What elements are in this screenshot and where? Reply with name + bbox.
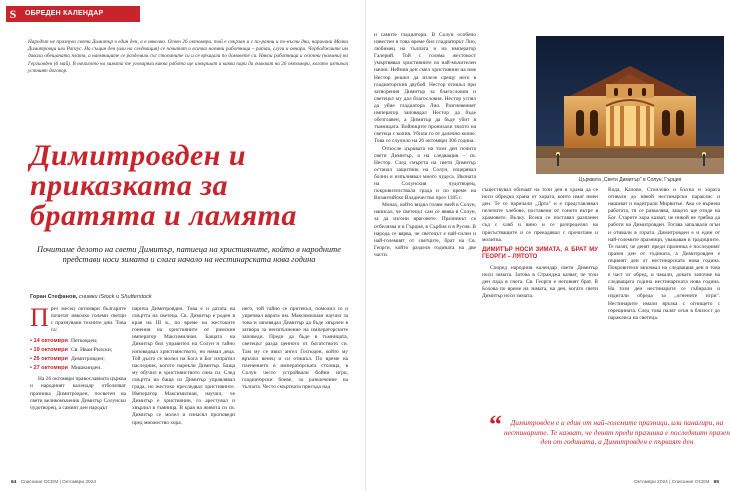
- article-column-1: [30, 303, 126, 412]
- footer-right: Октомври 2024 | Списание ОСЕМ 65: [633, 480, 719, 485]
- article-para-1: рез месец октомври българите почитат няколко големи светци с празнувани техните дни. Това са:: [50, 306, 126, 334]
- date-list-item: • 14 октомври Петковден;: [30, 337, 126, 346]
- section-tag: ОБРЕДЕН КАЛЕНДАР: [20, 6, 140, 22]
- church-photo: [536, 36, 724, 174]
- date-list-item: • 26 октомври Димитровден;: [30, 355, 126, 364]
- quote-mark-icon: “: [489, 410, 502, 439]
- date-list-item: • 19 октомври Св. Иван Рилски;: [30, 346, 126, 355]
- byline-author: Горан Стефанов,: [30, 294, 78, 300]
- right-column-2: съществувал обичаят на този ден в храма да се носи обредна храна от хората, които имат имен ден. Те се наричали „Дрта" и е представлявал пелепите хлебове, поставени от соното вътре в храмовете. Вълку. Всеки се поставял разпанен съд с хляб и вино и се разпределял на присъстващите и се прекадявал с прочитане и молитва. ДИМИТЪР НОСИ ЗИМАТА, А БРАТ МУ ГЕОРГИ – ЛЯТОТО Според народния календар свети Димитър носи зимата. Затова в Странджа казват, че този ден пада в снега. Св. Георги е неговият брат. В Бохова по време на зимата, на ден, когато свети Димитър носи зимата.: [482, 187, 598, 300]
- article-column-3: него, той тайно се притекъл, помолил се и укрепвал вярата им. Максимилиан научил за това и заповядал Димитър да бъде хвърлен в затвора за неизпълнение на императорските заповеди. Преди да бъде в тъмницата, светецът разда ценното от богатството си. Там му се явил ангел Господен, който му връчил венец и си отишъл. По време на пленението в императорската столица, в Солун често устройвали бойни игри, гладиаторски боеве, за развлечение на тълпата. Често смъртната присъда над: [242, 306, 348, 391]
- intro-paragraph: Народът не празнува свети Димитър в един ден, а в няколко. Освен 26 октомври, той е свързан и с по-ранни и по-късни дни, наричани Малки Димитровци или Рапгус. На същия ден (или на следващия) се почитат и всички наемни работници – ратаи, слуги и овчари. Чорбаджиите им давали обещаната плата, а наемниците се разделяли със стопаните си и се връщали по домовете си. Някои работници и сезонни (наемни) на Гергьовден (6 май). В началото на зимата те уговаряли каква работа ще извършат и каква пари да очакват на 26 октомври, когато изтичал устният договор.: [28, 39, 348, 74]
- byline-credit: снимки iStock и Shutterstock: [79, 294, 152, 300]
- right-column-1: и самите гладиатори. В Солун особено известен в това време бил гладиаторът Лио, любимец на тълпата и на император Галерий. Той с голяма жестокост умъртвявал християните по най-мъчителен начин. Нейния ден смел християнин на име Нестор решил да излезе срещу него в гладиаторския двубой. Нестор отишъл при затворения Димитър за благословия и светецът му дал благословия. Нестор успял да убие гладиатора Лио. Разгневеният император заповядал Нестор да бъде обезглавен, а Димитър да бъде убит в тъмницата. Войниците пронизали тялото на светеца с копия. Убили го от далечно копие. Това се случило на 26 октомври 306 година. Отпосле църквата на този ден почита свети Димитър, а на следващия – св. Нестор. След смъртта на свети Димитър останал защитник на Солун, изцерявал болни и изпълнявал много чудеса. Иконата на Солунския чудотворец, покровителствала града и по време на Византийско Владичество през 1185 г. Монах, който видял голям змей в Солун, написал, че светецът сам се явява в Солун, за да изгони враговете. Празникът се отбелязва и в Гърция, в Сърбия и в Русия. В народа се вярва, че светецът е най-силен и най-големият от светците, брат на Св. Георги, който разделя годината на две части.: [374, 32, 476, 258]
- pull-quote-text: Димитровден е и един от най-големите празници, или панагири, на нестинарите. Те казват, че денят преди празника е последният празен ден от годината, а Димитровден е първият ден: [503, 418, 730, 447]
- date-list: [30, 337, 126, 373]
- right-column-3: Вода, Калово, Стоилово и Бъхна и хората отивали до някой нестинарски параклис и нашиват и надиграли Мирвитье. Ако се върнеш работата, тя се развалява, защото ще отиде на Бог. Старите хора казват, че никой не трябва да работи на Димитровден. Тогава запалвали огън и отивали в гората. Димитровден е и един от най-големите празници, уважаван в традициите. Те пазят, че денят преди празника е последният празен ден от годината, а Димитровден е първият ден от нестинарската нова година. Покровителя започвал на следващия ден и това е част от обред, и чакали, докато започне на следващата година нестинарската нова година. На този ден нестинарите се събирали и издигали обреда за „огнените игри". Нестинарите имали връзка с огнището с горещината. След това палят огън в близост до параклиса на светеца.: [608, 187, 720, 321]
- article-title: Димитровден и приказката за братята и ламята: [30, 139, 297, 232]
- magazine-logo: S: [6, 6, 20, 22]
- photo-caption: Църквата „Свети Димитър" в Солун, Гърция: [578, 177, 682, 183]
- article-column-2: нарича Димитровден. Това е и датата на смъртта на светеца. Св. Димитър е роден в края на III в., по време на жестоките гонения на християните от римския император Максимилиан. Бащата на Димитър бил управител на Солун и тайно изповядвал християнството, но нямал деца. Той дълго се молил на Бога и Бог изпратил наследник, когото нарекли Димитър. Баща му обучил в християнството сина си. След смъртта на баща си Димитър управлявал града, но жестоко преследвал християните. Император Максимилиан, научил, че Димитър е християнин, го арестувал и хвърлил в тъмница. В края на живота си св. Димитър се молел и изнасял проповеди пред множество хора.: [132, 306, 235, 426]
- article-para-2: На 26 октомври православната църква и народният календар отбелязват празника Димитровден, посветен на свети великомъченик Димитър Солунски чудотворец, а самият ден народът: [30, 376, 126, 411]
- footer-left: 64 Списание ОСЕМ | Октомври 2024: [11, 480, 97, 485]
- dropcap: П: [30, 303, 49, 332]
- church-illustration: [536, 36, 724, 174]
- date-list-item: • 27 октомври Мишкинден.: [30, 364, 126, 373]
- byline: [30, 294, 350, 300]
- pull-quote: [489, 410, 730, 447]
- section-subhead: ДИМИТЪР НОСИ ЗИМАТА, А БРАТ МУ ГЕОРГИ – ЛЯТОТО: [482, 246, 598, 261]
- article-lead: Почитаме делото на свети Димитър, патиеца на християните, който в народните представи носи зимата и слага начало на нестинарската нова година: [37, 245, 341, 265]
